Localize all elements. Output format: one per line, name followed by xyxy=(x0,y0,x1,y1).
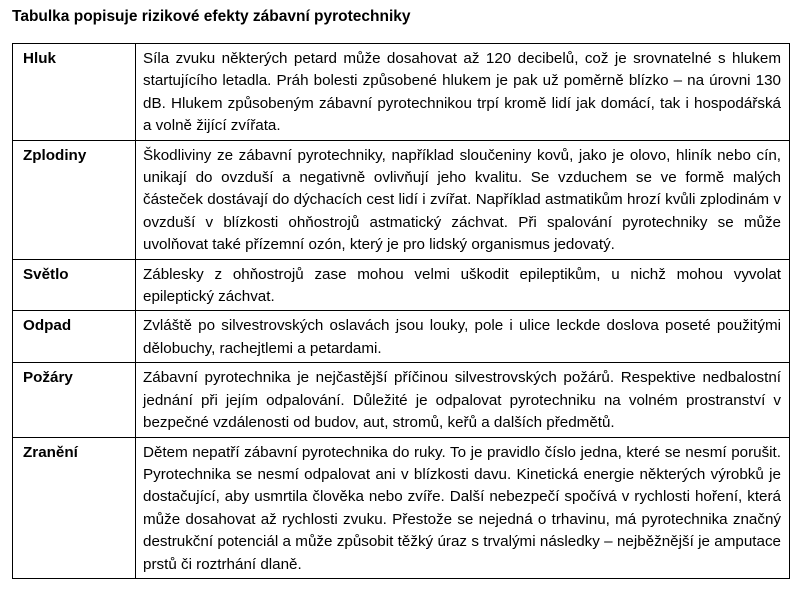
row-description-waste: Zvláště po silvestrovských oslavách jsou louky, pole i ulice leckde doslova poseté použitými dělobuchy, rachejtlemi a petardami. xyxy=(136,311,790,363)
row-description-emissions: Škodliviny ze zábavní pyrotechniky, například sloučeniny kovů, jako je olovo, hliník nebo cín, unikají do ovzduší a negativně ovlivňují jeho kvalitu. Se vzduchem se ve formě malých částeček dostávají do dýchacích cest lidí i zvířat. Například astmatikům hrozí kvůli zplodinám v ovzduší v blízkosti ohňostrojů astmatický záchvat. Při spalování pyrotechniky se může uvolňovat také přízemní ozón, který je pro lidský organismus jedovatý. xyxy=(136,140,790,259)
table-caption: Tabulka popisuje rizikové efekty zábavní pyrotechniky xyxy=(12,8,411,25)
row-label-emissions: Zplodiny xyxy=(13,140,136,259)
table-row xyxy=(13,140,790,259)
risk-effects-table xyxy=(12,43,790,579)
row-description-light: Záblesky z ohňostrojů zase mohou velmi uškodit epileptikům, u nichž mohou vyvolat epileptický záchvat. xyxy=(136,259,790,311)
row-label-light: Světlo xyxy=(13,259,136,311)
row-label-waste: Odpad xyxy=(13,311,136,363)
table-row xyxy=(13,363,790,437)
row-description-injuries: Dětem nepatří zábavní pyrotechnika do ruky. To je pravidlo číslo jedna, které se nesmí porušit. Pyrotechnika se nesmí odpalovat ani v blízkosti davu. Kinetická energie některých výrobků je dostačující, aby usmrtila člověka nebo zvíře. Další nebezpečí spočívá v rychlosti hoření, která může dosahovat až rychlosti zvuku. Přestože se nejedná o trhavinu, má pyrotechnika značný destrukční potenciál a může způsobit těžký úraz s trvalými následky – nejběžnější je amputace prstů či roztrhání dlaně. xyxy=(136,437,790,578)
row-label-injuries: Zranění xyxy=(13,437,136,578)
table-row xyxy=(13,259,790,311)
table-row xyxy=(13,437,790,578)
row-label-noise: Hluk xyxy=(13,44,136,141)
row-description-fires: Zábavní pyrotechnika je nejčastější příčinou silvestrovských požárů. Respektive nedbalostní jednání při jejím odpalování. Důležité je odpalovat pyrotechniku na volném prostranství v bezpečné vzdálenosti od budov, aut, stromů, keřů a dalších předmětů. xyxy=(136,363,790,437)
table-row xyxy=(13,44,790,141)
row-label-fires: Požáry xyxy=(13,363,136,437)
table-row xyxy=(13,311,790,363)
row-description-noise: Síla zvuku některých petard může dosahovat až 120 decibelů, což je srovnatelné s hlukem startujícího letadla. Práh bolesti způsobené hlukem je pak už poměrně blízko – na úrovni 130 dB. Hlukem způsobeným zábavní pyrotechnikou trpí kromě lidí jak domácí, tak i hospodářská a volně žijící zvířata. xyxy=(136,44,790,141)
